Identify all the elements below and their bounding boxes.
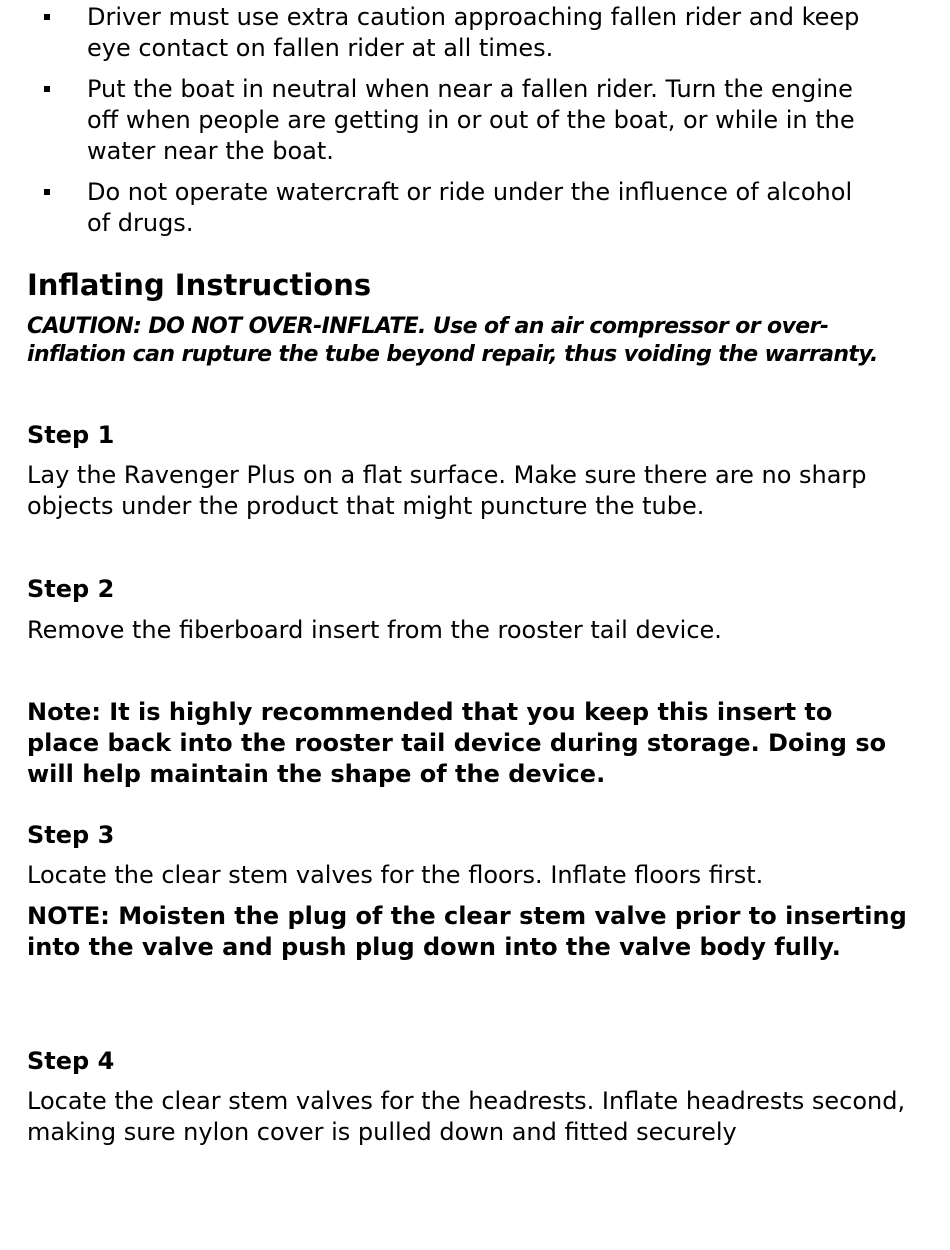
- bullet-text: Put the boat in neutral when near a fallen rider. Turn the engine off when people are getting in or out of the boat, or while in the water near the boat.: [87, 75, 855, 165]
- step-3-note: NOTE: Moisten the plug of the clear stem valve prior to inserting into the valve and push plug down into the valve body fully.: [27, 902, 907, 961]
- bullet-text: Do not operate watercraft or ride under the influence of alcohol of drugs.: [87, 178, 853, 237]
- step-2-note: Note: It is highly recommended that you keep this insert to place back into the rooster tail device during storage. Doing so will help maintain the shape of the device.: [27, 698, 887, 788]
- step-1-text: Lay the Ravenger Plus on a flat surface. Make sure there are no sharp objects under the product that might puncture the tube.: [27, 461, 867, 520]
- step-2-text: Remove the fiberboard insert from the rooster tail device.: [27, 616, 722, 644]
- step-3-title: Step 3: [27, 821, 115, 849]
- square-bullet-icon: [44, 86, 50, 92]
- section-heading: Inflating Instructions: [27, 268, 372, 302]
- caution-text: CAUTION: DO NOT OVER-INFLATE. Use of an air compressor or over-inflation can rupture the tube beyond repair, thus voiding the warranty.: [27, 314, 878, 367]
- bullet-text: Driver must use extra caution approaching fallen rider and keep eye contact on fallen rider at all times.: [87, 3, 860, 62]
- step-4-title: Step 4: [27, 1047, 115, 1075]
- square-bullet-icon: [44, 189, 50, 195]
- step-1-title: Step 1: [27, 421, 115, 449]
- step-2-title: Step 2: [27, 575, 115, 603]
- step-4-text: Locate the clear stem valves for the headrests. Inflate headrests second, making sure nylon cover is pulled down and fitted securely: [27, 1087, 906, 1146]
- step-3-text: Locate the clear stem valves for the floors. Inflate floors first.: [27, 861, 764, 889]
- square-bullet-icon: [44, 14, 50, 20]
